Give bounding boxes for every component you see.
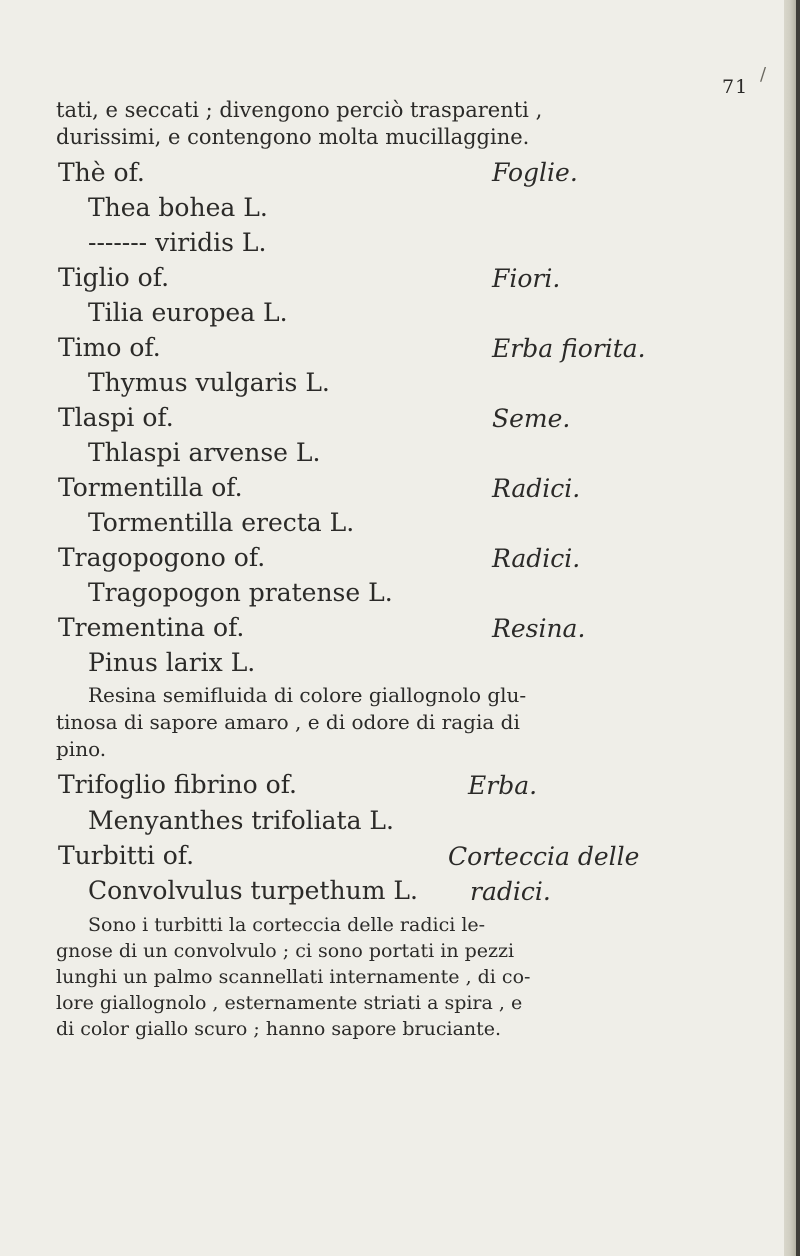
intro-line-2: durissimi, e contengono molta mucillaggine. [56, 125, 530, 149]
entry-name: Tormentilla of. [58, 473, 243, 502]
entry-species: Tilia europea L. [88, 298, 288, 327]
note-line: di color giallo scuro ; hanno sapore bruciante. [56, 1018, 502, 1040]
entry-name: Thè of. [58, 158, 145, 187]
entry-name: Tlaspi of. [58, 403, 174, 432]
note-line: gnose di un convolvulo ; ci sono portati in pezzi [56, 940, 515, 962]
entry-name: Timo of. [58, 333, 161, 362]
entry-part: Radici. [492, 544, 581, 573]
entry-name: Trifoglio fibrino of. [58, 770, 298, 799]
note-line: Sono i turbitti la corteccia delle radici le- [88, 914, 486, 936]
entry-name: Trementina of. [58, 613, 245, 642]
entry-part: Fiori. [492, 264, 561, 293]
entry-part: Corteccia delle [448, 842, 640, 871]
entry-name: Turbitti of. [58, 841, 195, 870]
note-line: lunghi un palmo scannellati internamente , di co- [56, 966, 531, 988]
entry-part: Foglie. [492, 158, 578, 187]
page-number: 71 [722, 76, 749, 98]
entry-part: Resina. [492, 614, 586, 643]
entry-part-continued: radici. [470, 877, 551, 906]
intro-line-1: tati, e seccati ; divengono perciò trasparenti , [56, 98, 543, 122]
note-line: pino. [56, 737, 107, 761]
entry-part: Seme. [492, 404, 571, 433]
entry-species: ------- viridis L. [88, 228, 267, 257]
entry-part: Erba fiorita. [492, 334, 646, 363]
entry-name: Tragopogono of. [58, 543, 266, 572]
note-line: lore giallognolo , esternamente striati a spira , e [56, 992, 523, 1014]
entry-species: Thymus vulgaris L. [88, 368, 330, 397]
entry-species: Tragopogon pratense L. [88, 578, 393, 607]
entry-species: Menyanthes trifoliata L. [88, 806, 394, 835]
entry-species: Thlaspi arvense L. [88, 438, 321, 467]
entry-species: Tormentilla erecta L. [88, 508, 355, 537]
entry-species: Convolvulus turpethum L. [88, 876, 418, 905]
entry-species: Thea bohea L. [88, 193, 268, 222]
book-spine-shadow [796, 0, 800, 1256]
entry-species: Pinus larix L. [88, 648, 256, 677]
margin-mark: / [760, 64, 767, 85]
entry-part: Radici. [492, 474, 581, 503]
note-line: tinosa di sapore amaro , e di odore di ragia di [56, 710, 520, 734]
entry-part: Erba. [468, 771, 538, 800]
note-line: Resina semifluida di colore giallognolo glu- [88, 683, 527, 707]
entry-name: Tiglio of. [58, 263, 170, 292]
